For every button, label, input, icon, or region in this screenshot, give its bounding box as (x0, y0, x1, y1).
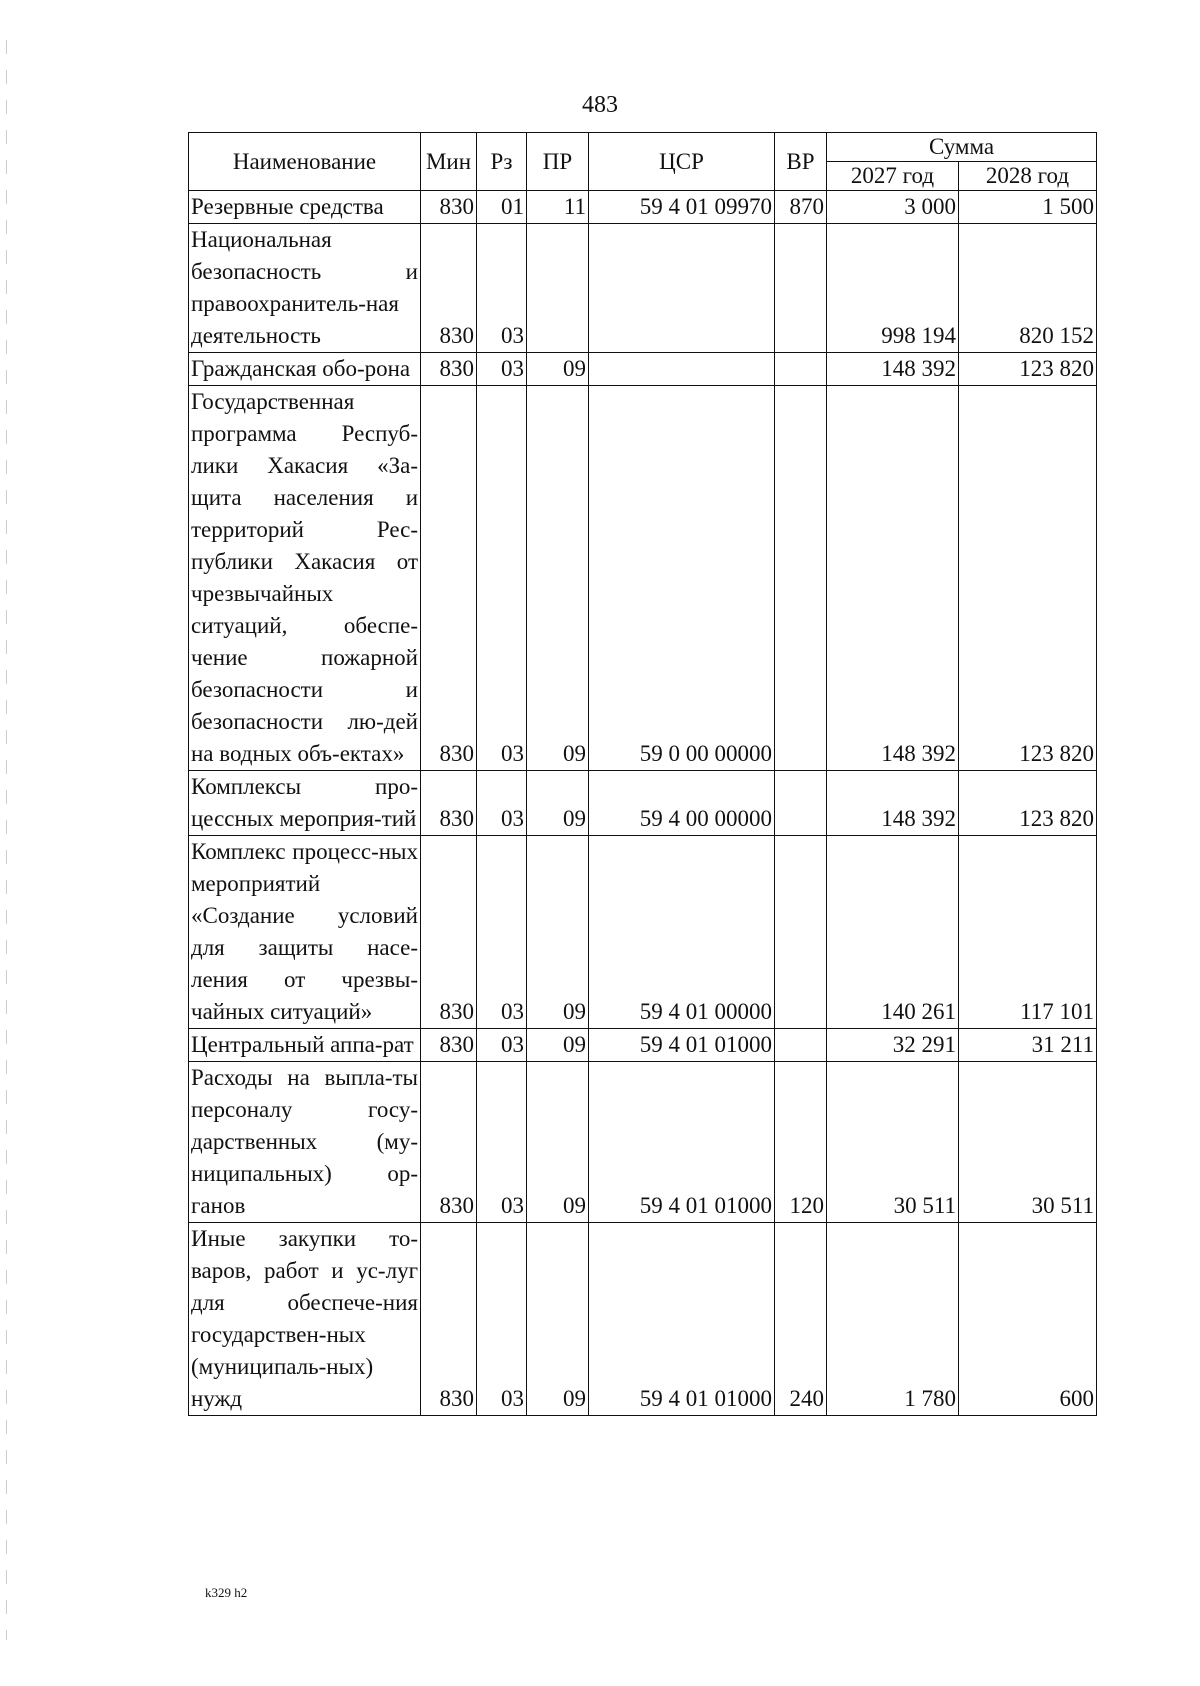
cell-csr: 59 4 00 00000 (589, 771, 775, 836)
header-year-2027: 2027 год (827, 162, 959, 191)
cell-name: Комплекс процесс-ных мероприятий «Создание условий для защиты насе-ления от чрезвы-чайных ситуаций» (189, 836, 421, 1029)
cell-vr (775, 353, 827, 386)
cell-2028: 123 820 (959, 353, 1097, 386)
table-body (189, 191, 1097, 1416)
cell-2028: 31 211 (959, 1029, 1097, 1062)
cell-name: Комплексы про-цессных мероприя-тий (189, 771, 421, 836)
table-row (189, 1223, 1097, 1416)
cell-pr: 09 (527, 1029, 589, 1062)
cell-name: Резервные средства (189, 191, 421, 224)
header-sum: Сумма (827, 133, 1097, 162)
cell-rz: 03 (477, 1062, 527, 1223)
cell-min: 830 (421, 191, 477, 224)
cell-rz: 03 (477, 1029, 527, 1062)
cell-2027: 1 780 (827, 1223, 959, 1416)
scan-edge-mark (6, 40, 7, 1640)
cell-csr: 59 4 01 00000 (589, 836, 775, 1029)
cell-rz: 01 (477, 191, 527, 224)
cell-csr (589, 224, 775, 353)
cell-2028: 600 (959, 1223, 1097, 1416)
table-row (189, 1029, 1097, 1062)
header-year-2028: 2028 год (959, 162, 1097, 191)
cell-csr: 59 4 01 01000 (589, 1029, 775, 1062)
cell-csr: 59 0 00 00000 (589, 386, 775, 771)
cell-2027: 32 291 (827, 1029, 959, 1062)
cell-2027: 148 392 (827, 386, 959, 771)
cell-2028: 123 820 (959, 386, 1097, 771)
cell-pr: 09 (527, 386, 589, 771)
cell-2028: 1 500 (959, 191, 1097, 224)
cell-csr (589, 353, 775, 386)
cell-2027: 998 194 (827, 224, 959, 353)
cell-vr (775, 836, 827, 1029)
cell-pr: 09 (527, 836, 589, 1029)
cell-2027: 3 000 (827, 191, 959, 224)
cell-min: 830 (421, 836, 477, 1029)
cell-pr (527, 224, 589, 353)
cell-pr: 11 (527, 191, 589, 224)
cell-2028: 117 101 (959, 836, 1097, 1029)
cell-min: 830 (421, 1062, 477, 1223)
cell-pr: 09 (527, 771, 589, 836)
cell-vr (775, 1029, 827, 1062)
cell-vr: 120 (775, 1062, 827, 1223)
cell-rz: 03 (477, 1223, 527, 1416)
cell-vr: 240 (775, 1223, 827, 1416)
header-min: Мин (421, 133, 477, 191)
cell-vr: 870 (775, 191, 827, 224)
cell-rz: 03 (477, 353, 527, 386)
header-csr: ЦСР (589, 133, 775, 191)
cell-vr (775, 771, 827, 836)
cell-vr (775, 386, 827, 771)
cell-rz: 03 (477, 836, 527, 1029)
cell-2028: 123 820 (959, 771, 1097, 836)
cell-min: 830 (421, 771, 477, 836)
cell-pr: 09 (527, 1062, 589, 1223)
table-row (189, 191, 1097, 224)
cell-2027: 148 392 (827, 771, 959, 836)
cell-csr: 59 4 01 01000 (589, 1062, 775, 1223)
cell-2027: 30 511 (827, 1062, 959, 1223)
table-row (189, 353, 1097, 386)
cell-csr: 59 4 01 01000 (589, 1223, 775, 1416)
cell-min: 830 (421, 224, 477, 353)
page-number: 483 (582, 92, 618, 118)
cell-rz: 03 (477, 386, 527, 771)
cell-name: Государственная программа Респуб-лики Хакасия «За-щита населения и территорий Рес-публики Хакасия от чрезвычайных ситуаций, обеспе-чение пожарной безопасности и безопасности лю-дей на водных объ-ектах» (189, 386, 421, 771)
cell-2027: 148 392 (827, 353, 959, 386)
cell-rz: 03 (477, 771, 527, 836)
header-pr: ПР (527, 133, 589, 191)
table-row (189, 224, 1097, 353)
footer-code: k329 h2 (205, 1585, 248, 1600)
cell-name: Расходы на выпла-ты персоналу госу-дарственных (му-ниципальных) ор-ганов (189, 1062, 421, 1223)
cell-min: 830 (421, 386, 477, 771)
cell-name: Гражданская обо-рона (189, 353, 421, 386)
header-vr: ВР (775, 133, 827, 191)
table-row (189, 771, 1097, 836)
cell-pr: 09 (527, 1223, 589, 1416)
header-rz: Рз (477, 133, 527, 191)
table-row (189, 386, 1097, 771)
cell-vr (775, 224, 827, 353)
cell-min: 830 (421, 353, 477, 386)
cell-pr: 09 (527, 353, 589, 386)
cell-name: Национальная безопасность и правоохранитель-ная деятельность (189, 224, 421, 353)
header-name: Наименование (189, 133, 421, 191)
table-row (189, 836, 1097, 1029)
cell-min: 830 (421, 1029, 477, 1062)
cell-2028: 820 152 (959, 224, 1097, 353)
table-row (189, 1062, 1097, 1223)
cell-name: Иные закупки то-варов, работ и ус-луг для обеспече-ния государствен-ных (муниципаль-ных) нужд (189, 1223, 421, 1416)
cell-min: 830 (421, 1223, 477, 1416)
budget-table (188, 132, 1097, 1416)
cell-2027: 140 261 (827, 836, 959, 1029)
cell-name: Центральный аппа-рат (189, 1029, 421, 1062)
cell-csr: 59 4 01 09970 (589, 191, 775, 224)
cell-2028: 30 511 (959, 1062, 1097, 1223)
cell-rz: 03 (477, 224, 527, 353)
